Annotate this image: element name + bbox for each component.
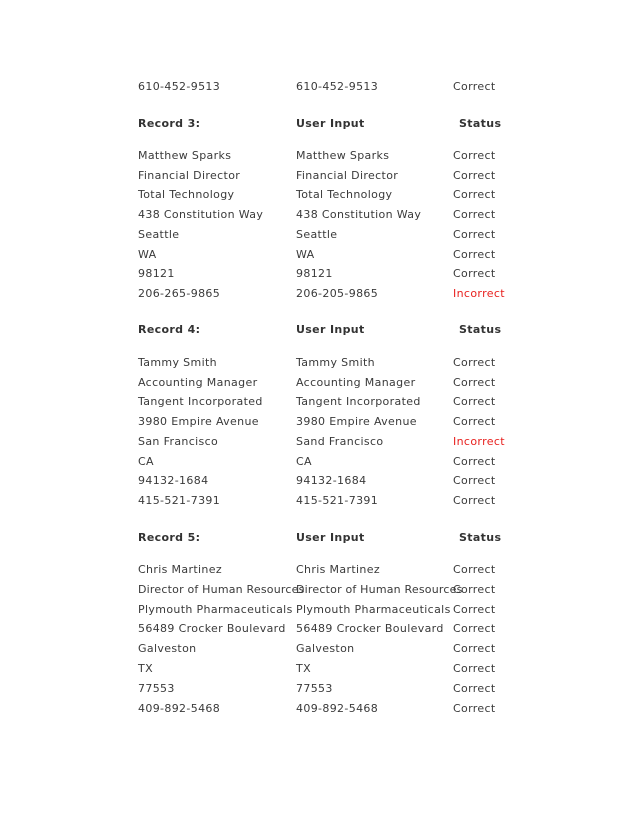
user-input-value: 438 Constitution Way: [296, 208, 422, 221]
record-title: Record 4:: [138, 323, 201, 336]
record-5-header: [0, 530, 638, 546]
user-input-value: Chris Martinez: [296, 563, 380, 576]
user-input-value: Seattle: [296, 228, 338, 241]
status-value: Correct: [453, 267, 496, 280]
table-row: [0, 434, 638, 450]
expected-value: Financial Director: [138, 169, 241, 182]
top-data-row: [0, 79, 638, 95]
expected-value: Total Technology: [138, 188, 235, 201]
expected-value: San Francisco: [138, 435, 219, 448]
table-row: [0, 286, 638, 302]
user-input-value: 409-892-5468: [296, 702, 379, 715]
user-input-value: Galveston: [296, 642, 355, 655]
table-row: [0, 247, 638, 263]
expected-value: 98121: [138, 267, 175, 280]
expected-value: 94132-1684: [138, 474, 209, 487]
expected-value: Tammy Smith: [138, 356, 217, 369]
expected-value: Seattle: [138, 228, 180, 241]
user-input-header: User Input: [296, 323, 365, 336]
status-value: Correct: [453, 563, 496, 576]
expected-value: Matthew Sparks: [138, 149, 232, 162]
user-input-value: 94132-1684: [296, 474, 367, 487]
expected-value: Accounting Manager: [138, 376, 258, 389]
expected-value: Tangent Incorporated: [138, 395, 263, 408]
user-input-value: Total Technology: [296, 188, 393, 201]
status-value: Correct: [453, 415, 496, 428]
user-input-value: 56489 Crocker Boulevard: [296, 622, 444, 635]
status-header: Status: [459, 323, 502, 336]
table-row: [0, 621, 638, 637]
status-value: Correct: [453, 188, 496, 201]
status-value: Correct: [453, 80, 496, 93]
user-input-value: Matthew Sparks: [296, 149, 390, 162]
user-input-value: 3980 Empire Avenue: [296, 415, 417, 428]
table-row: [0, 473, 638, 489]
status-value: Correct: [453, 603, 496, 616]
status-value: Correct: [453, 642, 496, 655]
table-row: [0, 681, 638, 697]
status-value: Correct: [453, 395, 496, 408]
table-row: [0, 266, 638, 282]
table-row: [0, 207, 638, 223]
expected-value: 3980 Empire Avenue: [138, 415, 259, 428]
user-input-header: User Input: [296, 117, 365, 130]
status-value: Correct: [453, 356, 496, 369]
status-value: Correct: [453, 583, 496, 596]
user-input-value: Financial Director: [296, 169, 399, 182]
expected-value: Director of Human Resources: [138, 583, 305, 596]
status-value: Correct: [453, 149, 496, 162]
status-value: Correct: [453, 376, 496, 389]
status-value: Correct: [453, 228, 496, 241]
user-input-value: 610-452-9513: [296, 80, 379, 93]
record-title: Record 3:: [138, 117, 201, 130]
user-input-value: 77553: [296, 682, 333, 695]
status-value: Correct: [453, 169, 496, 182]
table-row: [0, 454, 638, 470]
status-value: Correct: [453, 702, 496, 715]
table-row: [0, 414, 638, 430]
user-input-value: 98121: [296, 267, 333, 280]
expected-value: 77553: [138, 682, 175, 695]
user-input-value: Tangent Incorporated: [296, 395, 421, 408]
table-row: [0, 227, 638, 243]
table-row: [0, 168, 638, 184]
expected-value: 610-452-9513: [138, 80, 221, 93]
user-input-value: Director of Human Resources: [296, 583, 463, 596]
status-value: Correct: [453, 682, 496, 695]
table-row: [0, 701, 638, 717]
expected-value: Galveston: [138, 642, 197, 655]
status-value: Correct: [453, 662, 496, 675]
expected-value: 56489 Crocker Boulevard: [138, 622, 286, 635]
table-row: [0, 641, 638, 657]
expected-value: 409-892-5468: [138, 702, 221, 715]
status-value: Correct: [453, 455, 496, 468]
user-input-value: Accounting Manager: [296, 376, 416, 389]
user-input-value: Tammy Smith: [296, 356, 375, 369]
status-value-incorrect: Incorrect: [453, 435, 505, 448]
expected-value: 438 Constitution Way: [138, 208, 264, 221]
expected-value: 415-521-7391: [138, 494, 221, 507]
record-title: Record 5:: [138, 531, 201, 544]
table-row: [0, 375, 638, 391]
status-header: Status: [459, 117, 502, 130]
expected-value: 206-265-9865: [138, 287, 221, 300]
table-row: [0, 661, 638, 677]
expected-value: TX: [138, 662, 153, 675]
table-row: [0, 582, 638, 598]
user-input-value: 206-205-9865: [296, 287, 379, 300]
table-row: [0, 148, 638, 164]
user-input-value: WA: [296, 248, 315, 261]
status-header: Status: [459, 531, 502, 544]
expected-value: CA: [138, 455, 154, 468]
expected-value: Chris Martinez: [138, 563, 222, 576]
status-value: Correct: [453, 208, 496, 221]
user-input-value: CA: [296, 455, 312, 468]
status-value: Correct: [453, 622, 496, 635]
user-input-value: Plymouth Pharmaceuticals: [296, 603, 451, 616]
table-row: [0, 394, 638, 410]
table-row: [0, 493, 638, 509]
user-input-value: TX: [296, 662, 311, 675]
status-value-incorrect: Incorrect: [453, 287, 505, 300]
expected-value: Plymouth Pharmaceuticals: [138, 603, 293, 616]
table-row: [0, 187, 638, 203]
table-row: [0, 355, 638, 371]
status-value: Correct: [453, 248, 496, 261]
status-value: Correct: [453, 474, 496, 487]
record-3-header: [0, 116, 638, 132]
user-input-header: User Input: [296, 531, 365, 544]
table-row: [0, 602, 638, 618]
status-value: Correct: [453, 494, 496, 507]
user-input-value: Sand Francisco: [296, 435, 384, 448]
table-row: [0, 562, 638, 578]
user-input-value: 415-521-7391: [296, 494, 379, 507]
record-4-header: [0, 322, 638, 338]
expected-value: WA: [138, 248, 157, 261]
